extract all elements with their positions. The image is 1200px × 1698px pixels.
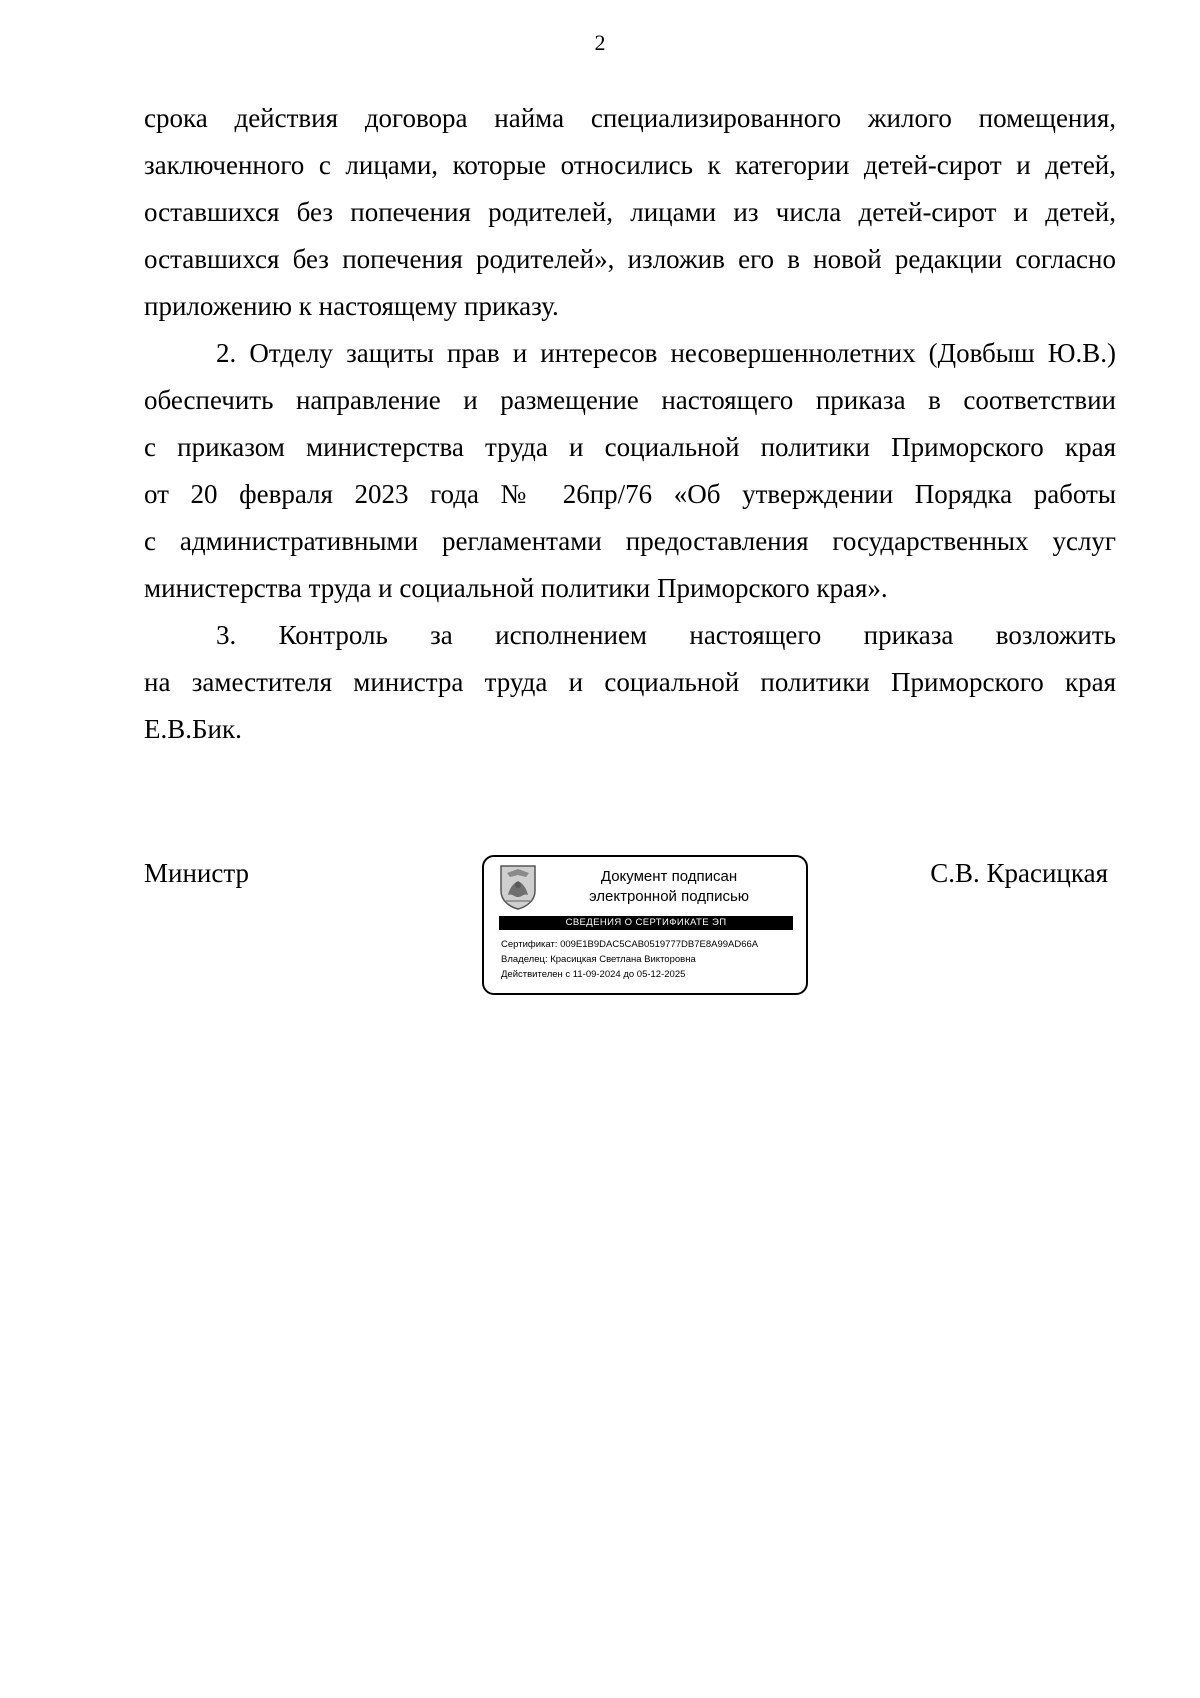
text-line: заключенного с лицами, которые относились к категории детей-сирот и детей, [144, 150, 1116, 180]
text-line: от 20 февраля 2023 года № 26пр/76 «Об утверждении Порядка работы [144, 479, 1116, 509]
certificate-number: Сертификат: 009E1B9DAC5CAB0519777DB7E8A99AD66A [501, 939, 759, 950]
page-number: 2 [594, 30, 606, 55]
certificate-details [501, 937, 801, 982]
certificate-info-bar: СВЕДЕНИЯ О СЕРТИФИКАТЕ ЭП [499, 916, 793, 930]
certificate-owner: Владелец: Красицкая Светлана Викторовна [501, 954, 696, 965]
text-line: приложению к настоящему приказу. [144, 291, 559, 321]
text-line: с приказом министерства труда и социальной политики Приморского края [144, 432, 1116, 462]
paragraph-3 [144, 612, 1116, 753]
stamp-heading [544, 867, 794, 907]
text-line: оставшихся без попечения родителей, лицами из числа детей-сирот и детей, [144, 197, 1116, 227]
text-line: министерства труда и социальной политики Приморского края». [144, 573, 888, 603]
signature-block [144, 855, 1116, 1005]
stamp-heading-line: Документ подписан [600, 868, 738, 885]
paragraph-1 [144, 95, 1116, 330]
text-line: обеспечить направление и размещение настоящего приказа в соответствии [144, 385, 1116, 415]
stamp-heading-line: электронной подписью [588, 888, 750, 905]
text-line: срока действия договора найма специализированного жилого помещения, [144, 103, 1116, 133]
text-line: 3. Контроль за исполнением настоящего приказа возложить [216, 620, 1116, 650]
coat-of-arms-icon [498, 863, 538, 911]
signer-name: С.В. Красицкая [930, 858, 1108, 888]
certificate-validity: Действителен с 11-09-2024 до 05-12-2025 [501, 969, 686, 980]
document-body [144, 95, 1116, 753]
paragraph-2 [144, 330, 1116, 612]
text-line: с административными регламентами предоставления государственных услуг [144, 526, 1116, 556]
text-line: оставшихся без попечения родителей», изложив его в новой редакции согласно [144, 244, 1116, 274]
text-line: Е.В.Бик. [144, 714, 242, 744]
text-line: на заместителя министра труда и социальной политики Приморского края [144, 667, 1116, 697]
electronic-signature-stamp [482, 855, 808, 995]
text-line: 2. Отделу защиты прав и интересов несовершеннолетних (Довбыш Ю.В.) [216, 338, 1116, 368]
signer-position: Министр [144, 858, 249, 888]
